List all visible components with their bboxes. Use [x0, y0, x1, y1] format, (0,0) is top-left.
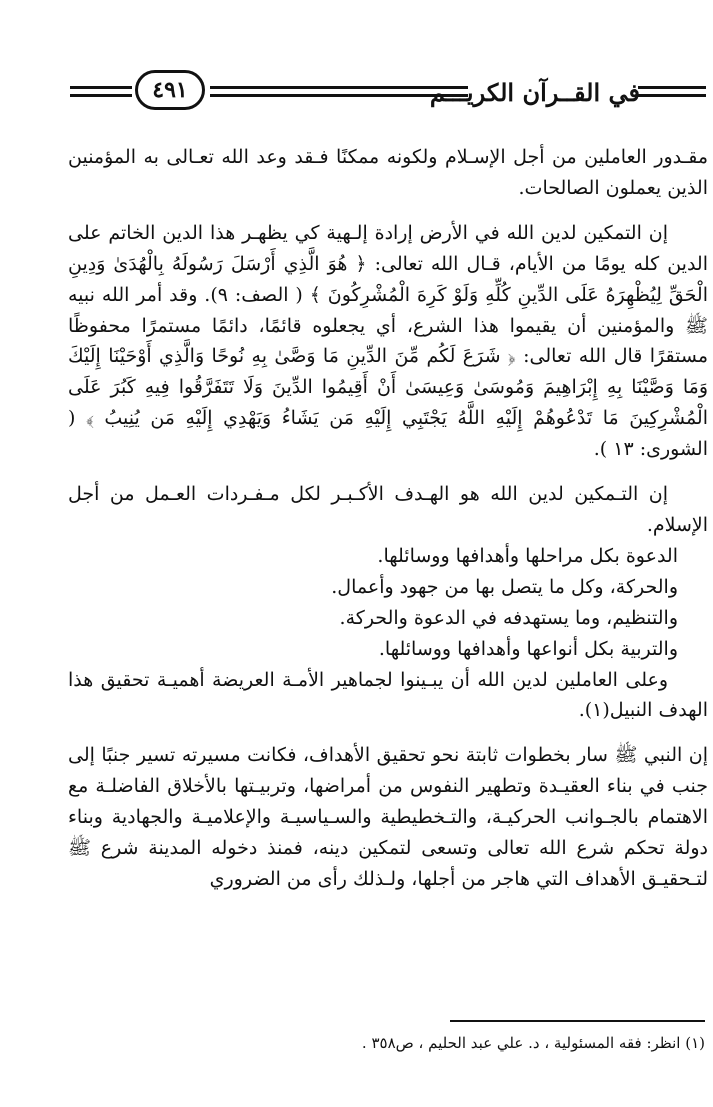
list-item: والتربية بكل أنواعها وأهدافها ووسائلها. — [378, 637, 678, 660]
list-item: والتنظيم، وما يستهدفه في الدعوة والحركة. — [339, 606, 678, 629]
list-item: الدعوة بكل مراحلها وأهدافها ووسائلها. — [377, 544, 678, 567]
paragraph: إن التمكين لدين الله في الأرض إرادة إلـهية كي يظهـر هذا الدين الخاتم على الدين كله يومًا من الأيام، قـال الله تعالى: ﴿ هُوَ الَّذِي أَرْسَلَ رَسُولَهُ بِالْهُدَىٰ وَدِينِ الْحَقِّ لِيُظْهِرَهُ عَلَى الدِّينِ كُلِّهِ وَلَوْ كَرِهَ الْمُشْرِكُونَ ﴾ ( الصف: ٩). وقد أمر الله نبيه ﷺ والمؤمنين أن يقيموا هذا الشرع، أي يجعلوه قائمًا، دائمًا مستمرًا محفوظًا مستقرًا قال الله تعالى: ﴿ شَرَعَ لَكُم مِّنَ الدِّينِ مَا وَصَّىٰ بِهِ نُوحًا وَالَّذِي أَوْحَيْنَا إِلَيْكَ وَمَا وَصَّيْنَا بِهِ إِبْرَاهِيمَ وَمُوسَىٰ وَعِيسَىٰ أَنْ أَقِيمُوا الدِّينَ وَلَا تَتَفَرَّقُوا فِيهِ كَبُرَ عَلَى الْمُشْرِكِينَ مَا تَدْعُوهُمْ إِلَيْهِ اللَّهُ يَجْتَبِي إِلَيْهِ مَن يَشَاءُ وَيَهْدِي إِلَيْهِ مَن يُنِيبُ ﴾ ( الشورى: ١٣ ). — [68, 221, 708, 461]
page-number-badge: ٤٩١ — [135, 70, 205, 110]
header-rule-left-top — [70, 86, 132, 89]
paragraph: إن النبي ﷺ سار بخطوات ثابتة نحو تحقيق الأهداف، فكانت مسيرته تسير جنبًا إلى جنب في بناء العقيـدة وتطهير النفوس من أمراضها، وتربيـتها بالأخلاق الفاضلـة مع الاهتمام بالجـوانب الحركيـة، والتـخطيطية والسـياسيـة والإعلاميـة والجهادية وبناء دولة تحكم شرع الله تعالى وتسعى لتمكين دينه، فمنذ دخوله المدينة شرع ﷺ لتـحقيـق الأهداف التي هاجر من أجلها، ولـذلك رأى من الضروري — [68, 744, 708, 890]
page-header-title: في القــرآن الكريـــم — [429, 78, 640, 107]
header-rule-right-bottom — [638, 94, 706, 97]
paragraph: وعلى العاملين لدين الله أن يبـينوا لجماهير الأمـة العريضة أهميـة تحقيق هذا الهدف النبيل(١). — [68, 668, 708, 722]
footnote-divider — [450, 1020, 705, 1022]
list-item: والحركة، وكل ما يتصل بها من جهود وأعمال. — [331, 575, 678, 598]
main-text — [68, 142, 708, 895]
footnote: (١) انظر: فقه المسئولية ، د. علي عبد الحليم ، ص٣٥٨ . — [361, 1034, 705, 1052]
header-rule-right-top — [638, 86, 706, 89]
paragraph: إن التـمكين لدين الله هو الهـدف الأكـبـر لكل مـفـردات العـمل من أجل الإسلام. — [68, 483, 708, 536]
header-rule-left-bottom — [70, 94, 132, 97]
paragraph: مقـدور العاملين من أجل الإسـلام ولكونه ممكنًا فـقد وعد الله تعـالى به المؤمنين الذين يعملون الصالحات. — [68, 146, 708, 199]
